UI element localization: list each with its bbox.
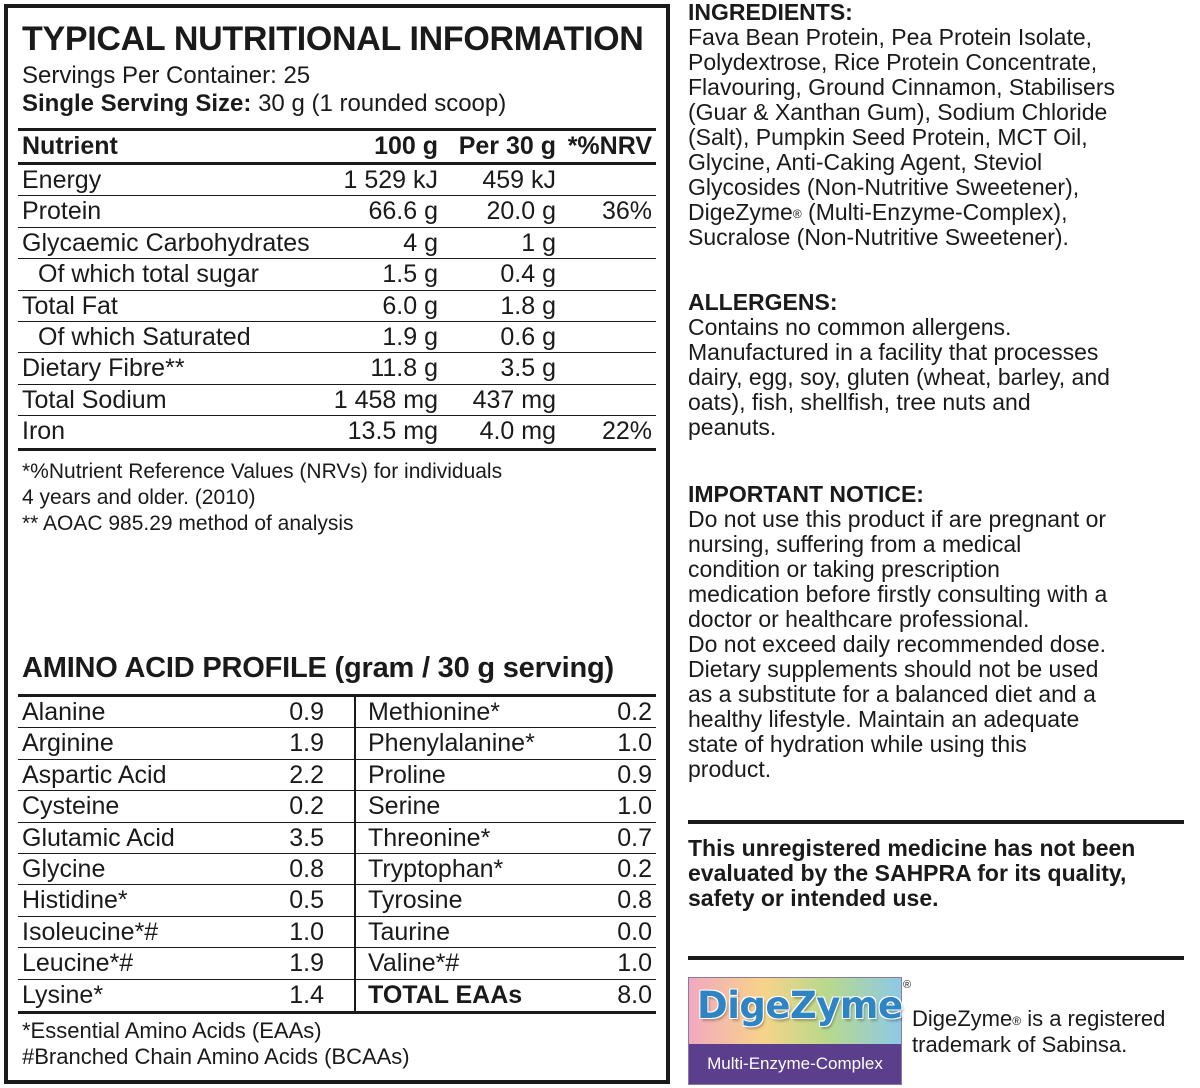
- sahpra-line: safety or intended use.: [688, 885, 939, 911]
- ingredients-line: Sucralose (Non-Nutritive Sweetener).: [688, 224, 1069, 250]
- nutrient-name: Energy: [22, 166, 102, 194]
- amino-row: [18, 885, 656, 916]
- digezyme-word: DigeZyme: [688, 199, 793, 225]
- ingredients-title: INGREDIENTS:: [688, 0, 853, 25]
- registered-mark: ®: [792, 207, 802, 221]
- amino-name: Methionine*: [368, 698, 501, 726]
- amino-row: [18, 728, 656, 759]
- amino-value: 1.9: [289, 729, 324, 758]
- header-nutrient: Nutrient: [22, 132, 118, 160]
- nutrition-table: [18, 128, 656, 451]
- sahpra-line: This unregistered medicine has not been: [688, 835, 1136, 861]
- nutrient-per30: 0.4 g: [500, 260, 556, 289]
- nutrient-per30: 1.8 g: [500, 291, 556, 320]
- amino-name: Glycine: [22, 854, 106, 883]
- logo-registered-mark: ®: [903, 979, 912, 991]
- ingredients-line: [688, 200, 1188, 225]
- nutrition-row: [18, 228, 656, 259]
- amino-row-total: [18, 980, 656, 1011]
- total-eaas-label: TOTAL EAAs: [368, 980, 523, 1009]
- amino-name: Isoleucine*#: [22, 917, 159, 946]
- nutrition-table-header: [18, 131, 656, 165]
- amino-value: 0.2: [289, 792, 324, 821]
- notice-title: IMPORTANT NOTICE:: [688, 481, 924, 507]
- section-divider: [688, 820, 1184, 824]
- nutrition-row: [18, 353, 656, 384]
- amino-name: Valine*#: [368, 949, 460, 978]
- header-nrv: *%NRV: [567, 132, 652, 160]
- notice-line: Do not exceed daily recommended dose.: [688, 631, 1107, 657]
- notice-line: healthy lifestyle. Maintain an adequate: [688, 706, 1080, 732]
- amino-value: 0.2: [617, 698, 652, 726]
- amino-value: 1.0: [617, 792, 652, 821]
- amino-value: 0.2: [617, 854, 652, 883]
- notice-section: [688, 482, 1188, 782]
- nutrient-name: Total Sodium: [22, 385, 167, 414]
- allergens-line: Manufactured in a facility that processes: [688, 339, 1099, 365]
- amino-value: 0.7: [617, 823, 652, 852]
- amino-name: Lysine*: [22, 980, 104, 1009]
- nutrient-per30: 20.0 g: [486, 197, 556, 226]
- notice-line: condition or taking prescription: [688, 556, 1000, 582]
- logo-tagline: Multi-Enzyme-Complex: [689, 1044, 901, 1084]
- notice-line: Dietary supplements should not be used: [688, 656, 1099, 682]
- allergens-section: [688, 290, 1188, 440]
- nrv-footnote-line1: *%Nutrient Reference Values (NRVs) for individuals: [22, 460, 503, 483]
- amino-name: Tryptophan*: [368, 854, 504, 883]
- nutrient-per30: 0.6 g: [500, 322, 556, 351]
- ingredients-section: [688, 0, 1188, 250]
- ingredients-line: (Guar & Xanthan Gum), Sodium Chloride: [688, 99, 1108, 125]
- nutrient-name: Total Fat: [22, 291, 118, 320]
- nutrient-per100: 4 g: [403, 228, 438, 257]
- nutrition-panel: [4, 4, 670, 1084]
- amino-value: 2.2: [289, 760, 324, 789]
- serving-size-label: Single Serving Size:: [22, 90, 252, 117]
- nutrient-per100: 1.5 g: [382, 260, 438, 289]
- notice-line: product.: [688, 756, 772, 782]
- amino-row: [18, 854, 656, 885]
- logo-gradient-band: [689, 978, 901, 1044]
- amino-row: [18, 823, 656, 854]
- nutrient-per100: 11.8 g: [370, 354, 438, 383]
- logo-wordmark: DigeZyme: [697, 984, 903, 1027]
- nutrient-per100: 1 529 kJ: [343, 166, 438, 194]
- amino-value: 0.9: [617, 760, 652, 789]
- ingredients-line: Fava Bean Protein, Pea Protein Isolate,: [688, 24, 1093, 50]
- nutrient-per30: 437 mg: [472, 385, 556, 414]
- amino-value: 1.9: [289, 949, 324, 978]
- amino-name: Arginine: [22, 729, 114, 758]
- sahpra-line: evaluated by the SAHPRA for its quality,: [688, 860, 1127, 886]
- ingredients-line: Polydextrose, Rice Protein Concentrate,: [688, 49, 1098, 75]
- amino-name: Phenylalanine*: [368, 729, 535, 758]
- notice-line: doctor or healthcare professional.: [688, 606, 1030, 632]
- amino-value: 0.0: [617, 917, 652, 946]
- notice-line: Do not use this product if are pregnant or: [688, 506, 1107, 532]
- nutrient-per100: 1.9 g: [382, 322, 438, 351]
- amino-name: Proline: [368, 760, 446, 789]
- trademark-rest: is a registered: [1021, 1006, 1166, 1031]
- sahpra-section: [688, 836, 1188, 911]
- bcaa-footnote: #Branched Chain Amino Acids (BCAAs): [22, 1044, 410, 1069]
- nutrition-row: [18, 416, 656, 447]
- amino-value: 0.8: [289, 854, 324, 883]
- amino-name: Glutamic Acid: [22, 823, 175, 852]
- ingredients-line: Glycine, Anti-Caking Agent, Steviol: [688, 149, 1043, 175]
- nutrient-per100: 13.5 mg: [347, 417, 438, 446]
- amino-value: 0.8: [617, 886, 652, 915]
- nutrient-name: Iron: [22, 417, 66, 446]
- amino-name: Leucine*#: [22, 949, 134, 978]
- amino-name: Serine: [368, 792, 441, 821]
- nutrition-title: TYPICAL NUTRITIONAL INFORMATION: [22, 20, 644, 58]
- trademark-note: [912, 1006, 1165, 1058]
- serving-size-value: 30 g (1 rounded scoop): [251, 90, 507, 117]
- ingredients-line: (Salt), Pumpkin Seed Protein, MCT Oil,: [688, 124, 1088, 150]
- amino-value: 0.5: [289, 886, 324, 915]
- amino-name: Cysteine: [22, 792, 120, 821]
- eaa-footnote: *Essential Amino Acids (EAAs): [22, 1018, 322, 1043]
- amino-name: Aspartic Acid: [22, 760, 167, 789]
- nutrition-row: [18, 259, 656, 290]
- servings-per-container: Servings Per Container: 25: [22, 62, 311, 89]
- amino-value: 0.9: [289, 698, 324, 726]
- nutrition-row: [18, 385, 656, 416]
- nrv-footnote-line2: 4 years and older. (2010): [22, 486, 256, 509]
- amino-table: [18, 694, 656, 1014]
- nutrient-per30: 3.5 g: [500, 354, 556, 383]
- nutrient-per100: 6.0 g: [382, 291, 438, 320]
- amino-row: [18, 791, 656, 822]
- notice-line: nursing, suffering from a medical: [688, 531, 1022, 557]
- nutrient-nrv: 36%: [601, 197, 652, 226]
- notice-line: as a substitute for a balanced diet and a: [688, 681, 1096, 707]
- trademark-line1: [912, 1006, 1165, 1032]
- amino-name: Histidine*: [22, 886, 128, 915]
- nutrition-row: [18, 291, 656, 322]
- nutrient-name: Of which total sugar: [38, 260, 259, 289]
- nutrition-row: [18, 165, 656, 196]
- digezyme-logo: [688, 977, 902, 1085]
- amino-value: 1.4: [289, 980, 324, 1009]
- notice-line: medication before firstly consulting with a: [688, 581, 1108, 607]
- allergens-line: oats), fish, shellfish, tree nuts and: [688, 389, 1031, 415]
- ingredients-line: Glycosides (Non-Nutritive Sweetener),: [688, 174, 1080, 200]
- nutrient-per100: 66.6 g: [368, 197, 438, 226]
- serving-size: [22, 90, 506, 118]
- aoac-footnote: ** AOAC 985.29 method of analysis: [22, 512, 354, 535]
- notice-line: state of hydration while using this: [688, 731, 1027, 757]
- ingredients-line: Flavouring, Ground Cinnamon, Stabilisers: [688, 74, 1115, 100]
- amino-name: Tyrosine: [368, 886, 463, 915]
- nutrient-name: Of which Saturated: [38, 322, 251, 351]
- nutrient-name: Glycaemic Carbohydrates: [22, 228, 310, 257]
- nutrient-per30: 4.0 mg: [479, 417, 556, 446]
- amino-value: 1.0: [617, 949, 652, 978]
- amino-row: [18, 697, 656, 728]
- amino-name: Alanine: [22, 698, 106, 726]
- total-eaas-value: 8.0: [617, 980, 652, 1009]
- trademark-reg: ®: [1012, 1014, 1022, 1028]
- trademark-word: DigeZyme: [912, 1006, 1013, 1031]
- header-per100: 100 g: [374, 132, 438, 160]
- amino-row: [18, 917, 656, 948]
- allergens-title: ALLERGENS:: [688, 289, 838, 315]
- amino-value: 1.0: [289, 917, 324, 946]
- allergens-line: Contains no common allergens.: [688, 314, 1012, 340]
- nutrient-name: Dietary Fibre**: [22, 354, 185, 383]
- allergens-line: peanuts.: [688, 414, 777, 440]
- amino-value: 1.0: [617, 729, 652, 758]
- trademark-line2: trademark of Sabinsa.: [912, 1032, 1128, 1057]
- amino-title: AMINO ACID PROFILE (gram / 30 g serving): [22, 652, 614, 684]
- nutrient-nrv: 22%: [601, 417, 652, 446]
- digezyme-rest: (Multi-Enzyme-Complex),: [801, 199, 1068, 225]
- amino-row: [18, 760, 656, 791]
- amino-value: 3.5: [289, 823, 324, 852]
- amino-name: Threonine*: [368, 823, 491, 852]
- amino-name: Taurine: [368, 917, 450, 946]
- nutrient-name: Protein: [22, 197, 102, 226]
- section-divider: [688, 956, 1184, 960]
- nutrition-row: [18, 322, 656, 353]
- nutrient-per30: 1 g: [521, 228, 556, 257]
- header-per30: Per 30 g: [458, 132, 556, 160]
- allergens-line: dairy, egg, soy, gluten (wheat, barley, and: [688, 364, 1110, 390]
- nutrient-per30: 459 kJ: [482, 166, 556, 194]
- nutrient-per100: 1 458 mg: [333, 385, 438, 414]
- nutrition-row: [18, 196, 656, 227]
- amino-row: [18, 948, 656, 979]
